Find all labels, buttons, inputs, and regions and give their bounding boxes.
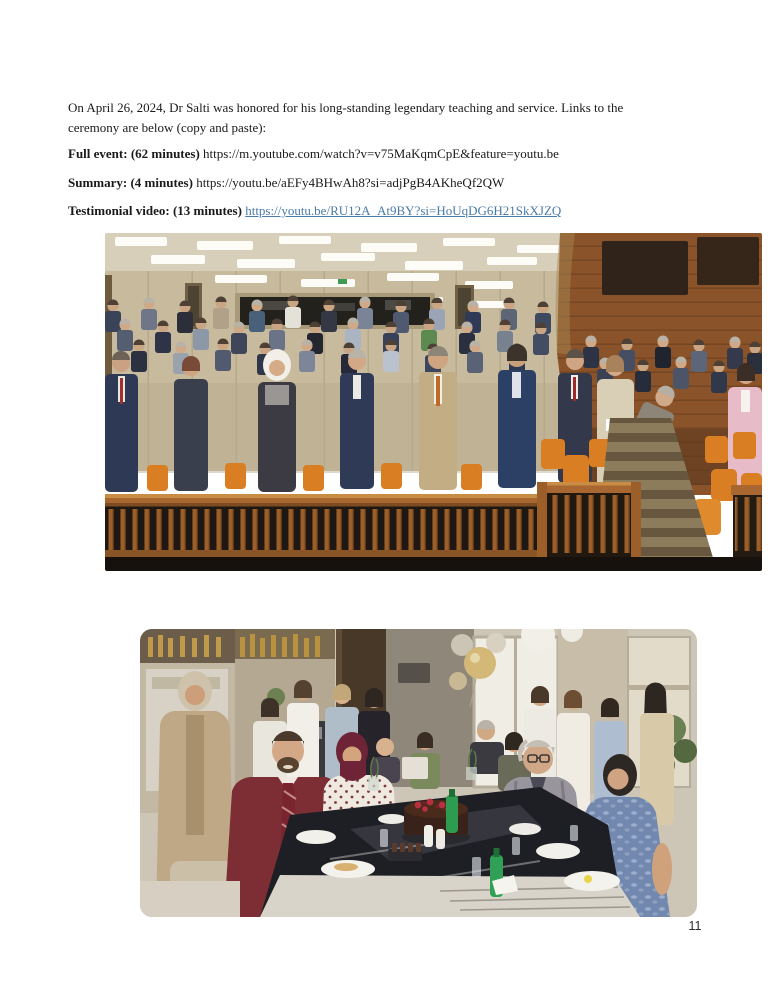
lunch-illustration xyxy=(140,629,697,917)
intro-line-2: ceremony are below (copy and paste): xyxy=(68,119,267,135)
full-event-label: Full event: (62 minutes) xyxy=(68,146,200,161)
summary-url: https://youtu.be/aEFy4BHwAh8?si=adjPgB4AKheQf2QW xyxy=(196,175,505,190)
intro-paragraph xyxy=(68,98,708,137)
summary-label: Summary: (4 minutes) xyxy=(68,175,193,190)
testimonial-label: Testimonial video: (13 minutes) xyxy=(68,203,242,218)
summary-line xyxy=(68,174,728,192)
testimonial-line xyxy=(68,202,728,220)
lunch-photo xyxy=(140,629,697,917)
testimonial-video-link[interactable]: https://youtu.be/RU12A_At9BY?si=HoUqDG6H21SkXJZQ xyxy=(245,203,562,218)
full-event-line xyxy=(68,145,728,163)
marble-floor xyxy=(140,881,240,917)
intro-line-1: On April 26, 2024, Dr Salti was honored for his long-standing legendary teaching and service. Links to the xyxy=(68,100,624,115)
full-event-url: https://m.youtube.com/watch?v=v75MaKqmCpE&feature=youtu.be xyxy=(203,146,559,161)
auditorium-photo xyxy=(105,233,762,571)
page-number: 11 xyxy=(688,919,702,933)
auditorium-illustration xyxy=(105,233,762,571)
